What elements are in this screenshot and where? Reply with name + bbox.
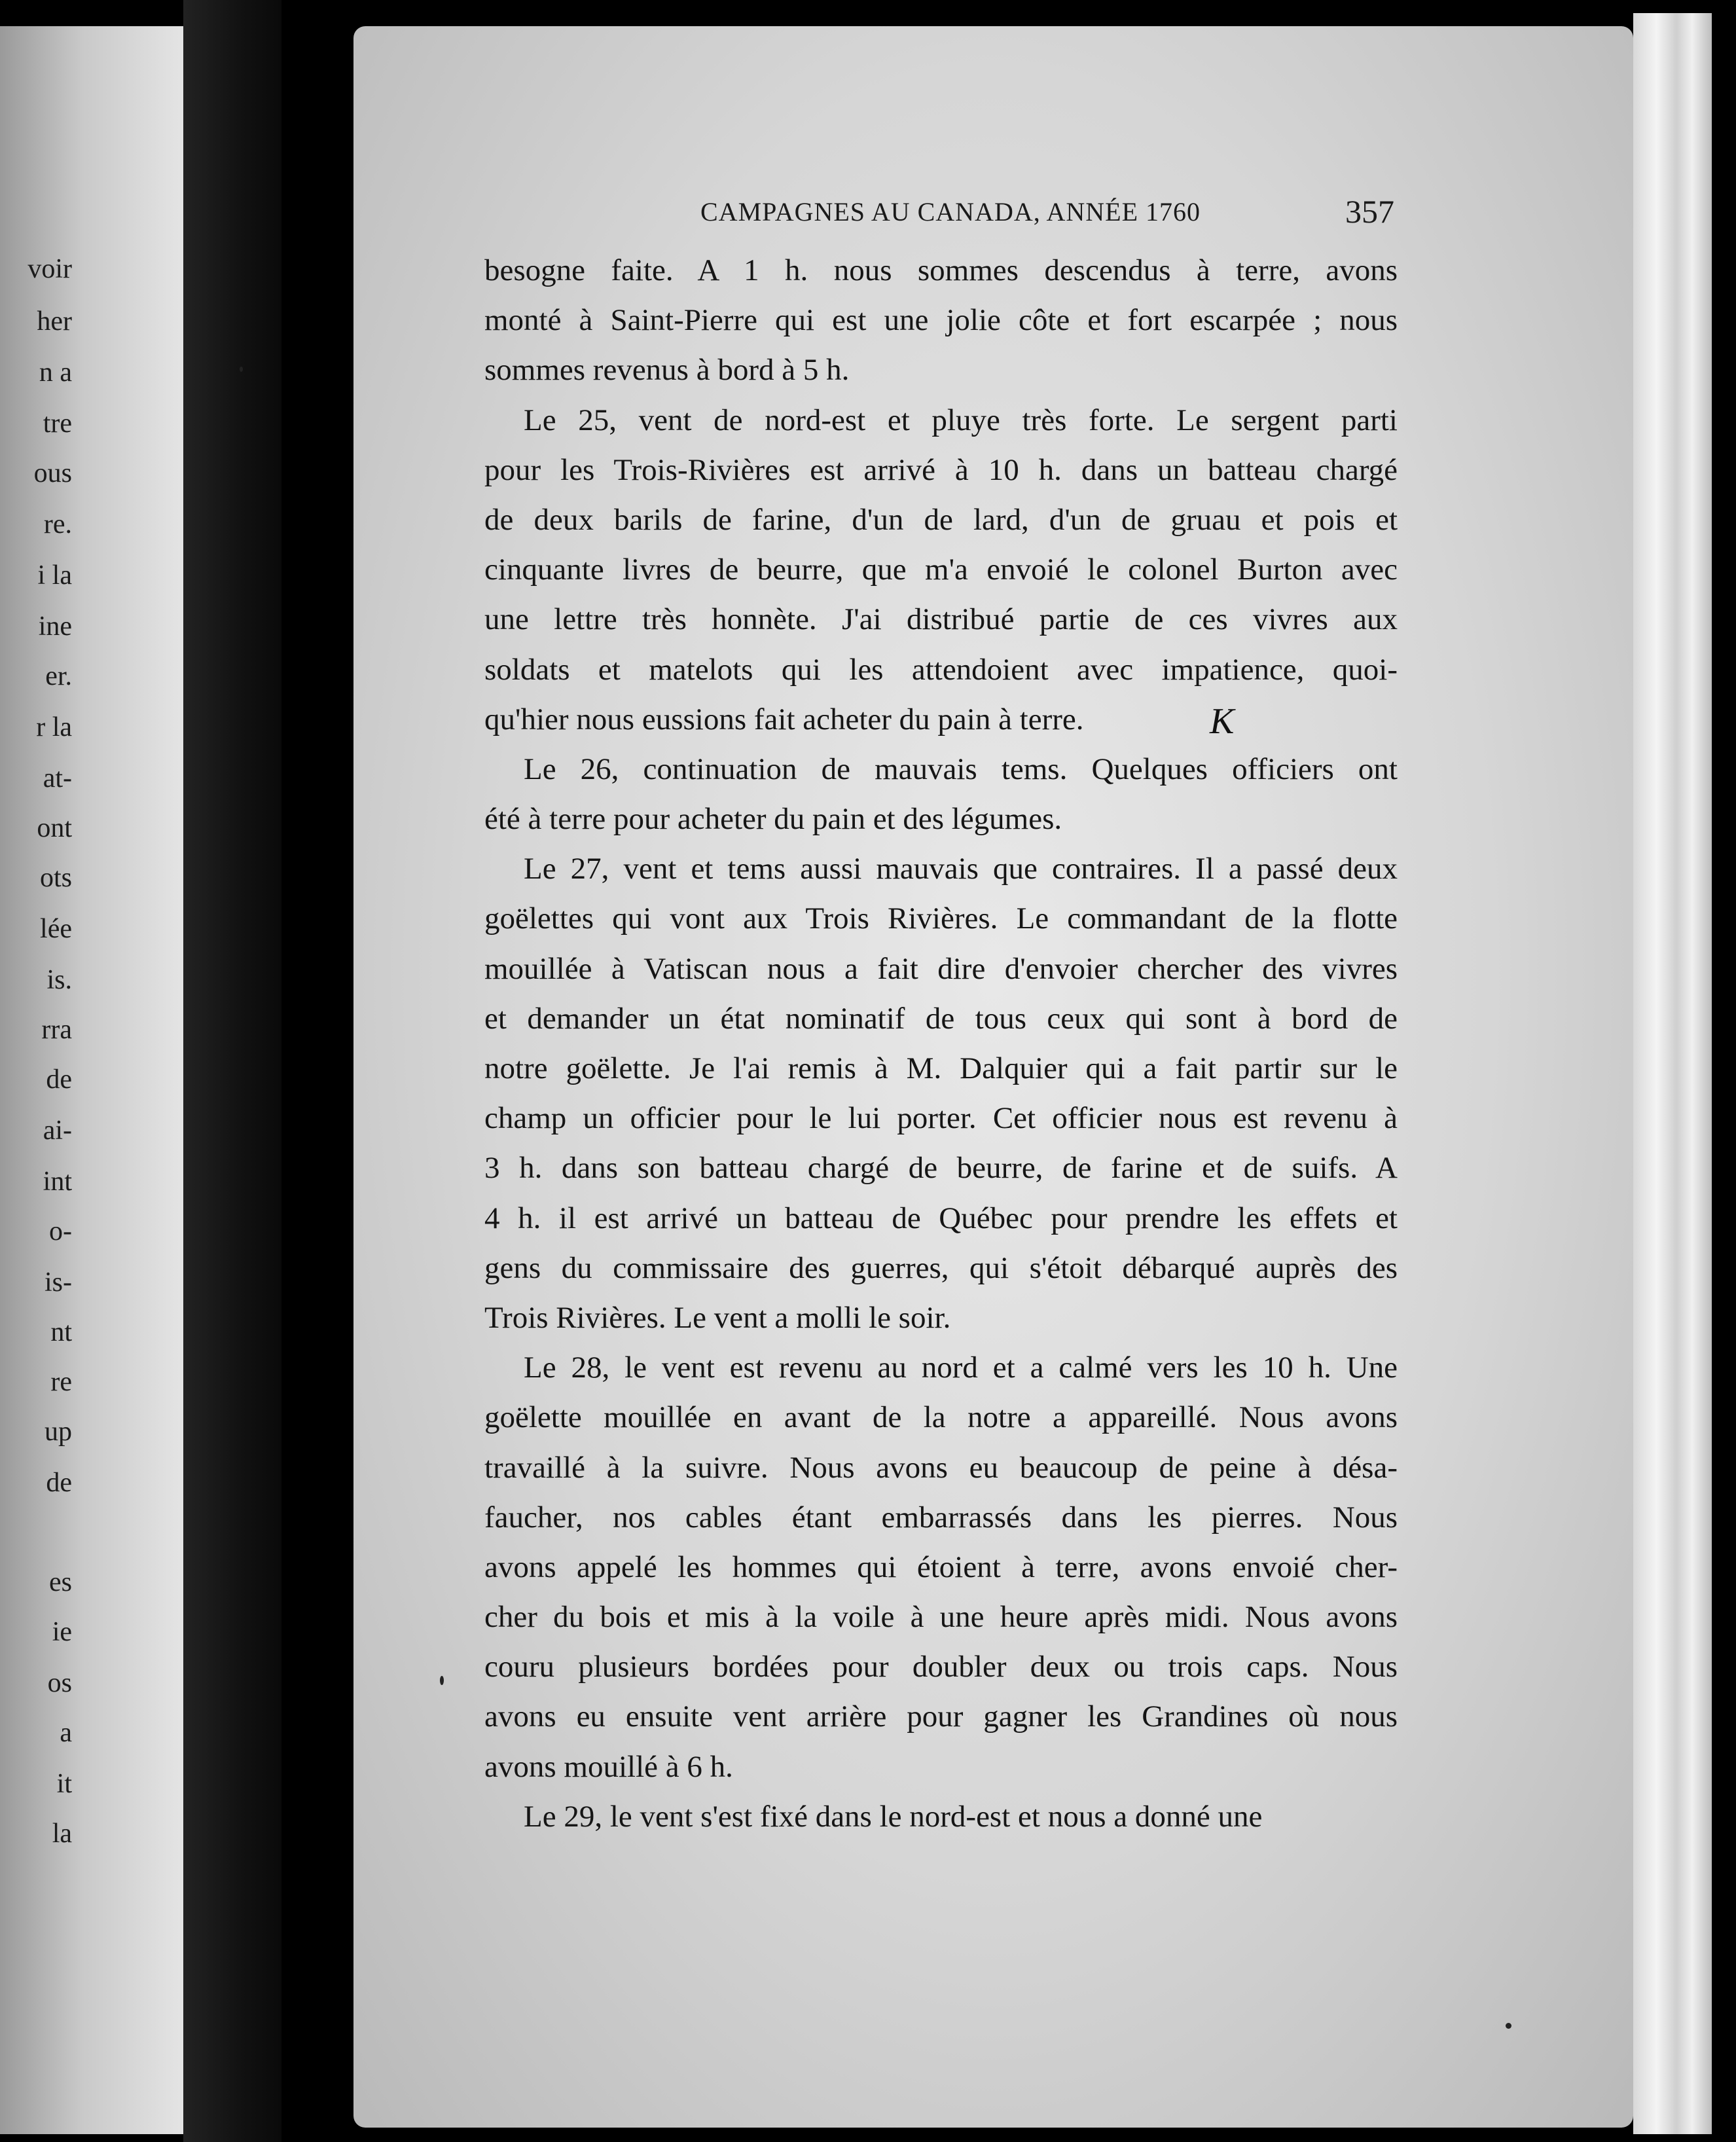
running-head-title: CAMPAGNES AU CANADA, ANNÉE 1760	[700, 197, 1201, 227]
left-page-text-fragment: is.	[46, 965, 72, 995]
text-line: 3 h. dans son batteau chargé de beurre, de farine et de suifs. A	[484, 1151, 1398, 1186]
text-line: 4 h. il est arrivé un batteau de Québec pour prendre les effets et	[484, 1201, 1398, 1235]
left-facing-page	[0, 26, 183, 2134]
text-line: et demander un état nominatif de tous ceux qui sont à bord de	[484, 1001, 1398, 1036]
text-line: monté à Saint-Pierre qui est une jolie côte et fort escarpée ; nous	[484, 303, 1398, 338]
left-page-text-fragment: lée	[40, 914, 72, 944]
left-page-text-fragment: re	[50, 1367, 72, 1397]
text-line: avons mouillé à 6 h.	[484, 1749, 733, 1784]
text-line: Le 25, vent de nord-est et pluye très forte. Le sergent parti	[524, 403, 1398, 437]
left-page-text-fragment: a	[60, 1718, 72, 1748]
left-page-text-fragment: ots	[39, 863, 72, 893]
left-page-text-fragment: ont	[37, 813, 72, 843]
text-line: mouillée à Vatiscan nous a fait dire d'envoier chercher des vivres	[484, 951, 1398, 986]
left-page-text-fragment: r la	[36, 712, 72, 742]
text-line: Le 29, le vent s'est fixé dans le nord-est et nous a donné une	[524, 1799, 1263, 1834]
text-line: avons appelé les hommes qui étoient à terre, avons envoié cher-	[484, 1550, 1398, 1584]
left-page-text-fragment: ine	[38, 611, 72, 642]
left-page-text-fragment: es	[49, 1567, 72, 1597]
left-page-text-fragment: er.	[45, 661, 72, 691]
text-line: été à terre pour acheter du pain et des légumes.	[484, 802, 1062, 837]
left-page-text-fragment: at-	[43, 763, 72, 793]
text-line: de deux barils de farine, d'un de lard, d'un de gruau et pois et	[484, 502, 1398, 537]
text-line: goëlettes qui vont aux Trois Rivières. Le commandant de la flotte	[484, 901, 1398, 936]
text-line: pour les Trois-Rivières est arrivé à 10 h. dans un batteau chargé	[484, 452, 1398, 487]
text-line: champ un officier pour le lui porter. Cet officier nous est revenu à	[484, 1101, 1398, 1136]
left-page-text-fragment: n a	[39, 357, 72, 388]
left-page-text-fragment: is-	[45, 1267, 72, 1298]
left-page-text-fragment: ie	[52, 1617, 72, 1647]
left-page-text-fragment: int	[43, 1167, 72, 1197]
left-page-text-fragment: i la	[37, 560, 72, 590]
left-page-text-fragment: tre	[43, 408, 72, 439]
text-line: travaillé à la suivre. Nous avons eu beaucoup de peine à désa-	[484, 1450, 1398, 1485]
body-text	[484, 245, 1398, 1842]
left-page-text-fragment: up	[45, 1417, 72, 1447]
text-line: goëlette mouillée en avant de la notre a appareillé. Nous avons	[484, 1400, 1398, 1435]
ink-speck	[240, 367, 243, 372]
left-page-text-fragment: it	[56, 1769, 72, 1799]
ink-speck	[1506, 2023, 1511, 2029]
left-page-text-fragment: her	[37, 306, 72, 336]
page-number: 357	[1345, 193, 1394, 230]
left-page-text-fragment: de	[46, 1468, 72, 1498]
left-page-text-fragment: nt	[50, 1317, 72, 1347]
text-line: avons eu ensuite vent arrière pour gagner les Grandines où nous	[484, 1699, 1398, 1734]
text-line: couru plusieurs bordées pour doubler deux ou trois caps. Nous	[484, 1650, 1398, 1684]
running-head	[353, 193, 1401, 236]
left-page-text-fragment: de	[46, 1064, 72, 1095]
left-page-text-fragment: o-	[49, 1216, 72, 1246]
text-line: Le 27, vent et tems aussi mauvais que contraires. Il a passé deux	[524, 852, 1398, 886]
text-line: soldats et matelots qui les attendoient avec impatience, quoi-	[484, 652, 1398, 687]
left-page-text-fragment: os	[47, 1668, 72, 1698]
text-line: une lettre très honnète. J'ai distribué partie de ces vivres aux	[484, 602, 1398, 637]
text-line: Trois Rivières. Le vent a molli le soir.	[484, 1300, 951, 1335]
handwritten-mark: K	[1210, 701, 1235, 742]
left-page-text-fragment: voir	[27, 254, 72, 284]
left-page-text-fragment: rra	[41, 1015, 72, 1045]
ink-speck	[440, 1676, 444, 1685]
text-line: qu'hier nous eussions fait acheter du pain à terre.	[484, 702, 1084, 736]
left-page-text-fragment: ous	[33, 458, 72, 488]
left-page-text-fragment: ai-	[43, 1116, 72, 1146]
book-gutter	[183, 0, 281, 2142]
text-line: gens du commissaire des guerres, qui s'étoit débarqué auprès des	[484, 1250, 1398, 1285]
text-line: Le 26, continuation de mauvais tems. Quelques officiers ont	[524, 752, 1398, 786]
text-line: cher du bois et mis à la voile à une heure après midi. Nous avons	[484, 1600, 1398, 1635]
text-line: cinquante livres de beurre, que m'a envoié le colonel Burton avec	[484, 553, 1398, 587]
text-line: Le 28, le vent est revenu au nord et a calmé vers les 10 h. Une	[524, 1351, 1398, 1385]
text-line: besogne faite. A 1 h. nous sommes descendus à terre, avons	[484, 253, 1398, 287]
text-line: sommes revenus à bord à 5 h.	[484, 353, 850, 388]
text-line: notre goëlette. Je l'ai remis à M. Dalquier qui a fait partir sur le	[484, 1051, 1398, 1085]
left-page-text-fragment: re.	[43, 509, 72, 539]
text-line: faucher, nos cables étant embarrassés dans les pierres. Nous	[484, 1500, 1398, 1534]
left-page-text-fragment: la	[52, 1819, 72, 1849]
page-edges	[1633, 13, 1712, 2134]
